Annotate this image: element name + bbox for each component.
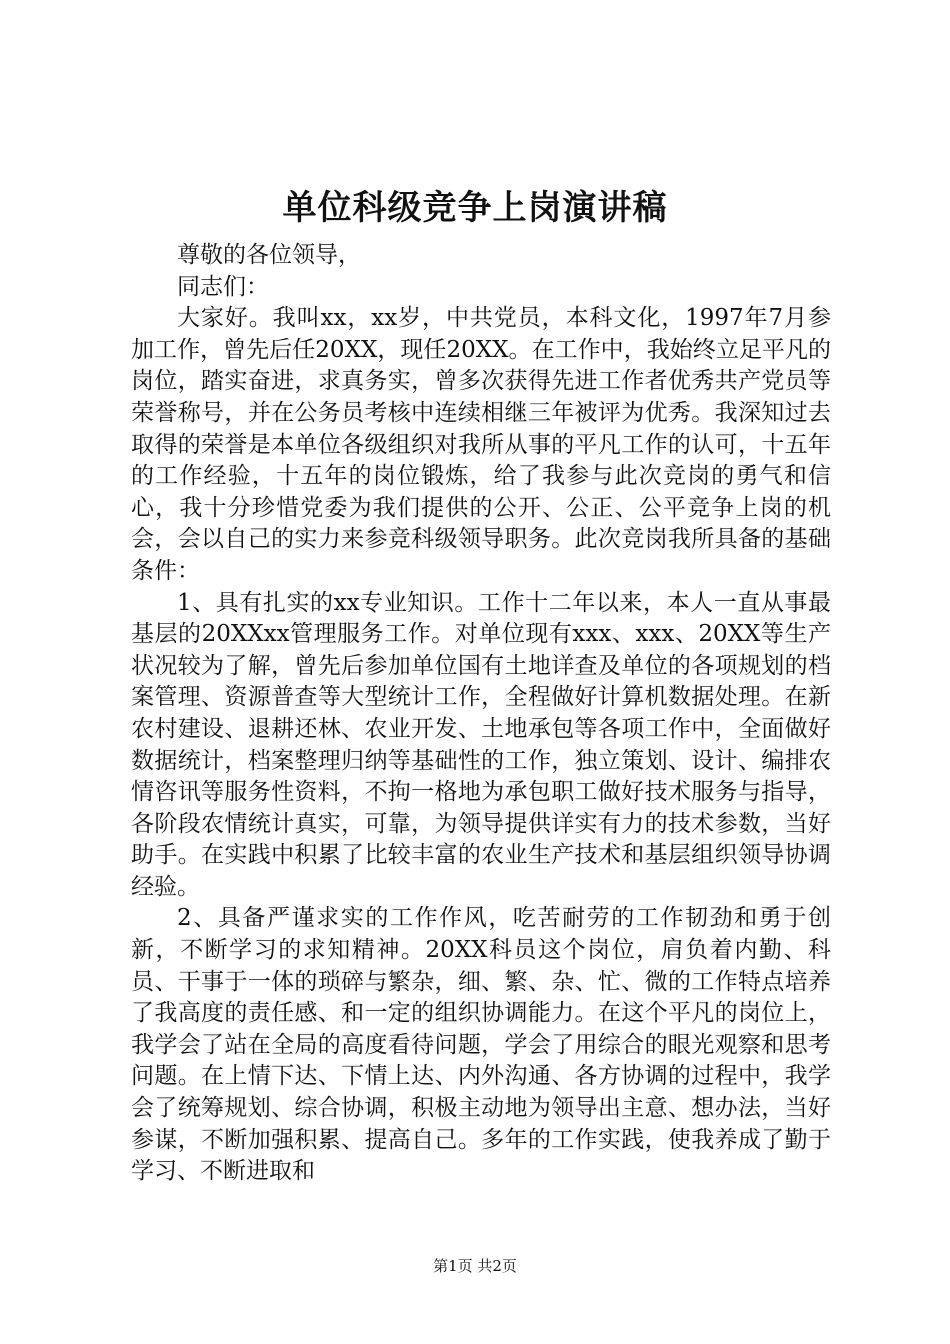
salutation-line: 尊敬的各位领导，	[177, 242, 361, 268]
salutation-line: 同志们：	[177, 273, 269, 300]
body-paragraph: 1、具有扎实的xx专业知识。工作十二年以来，本人一直从事最基层的20XXxx管理服务工作。对单位现有xxx、xxx、20XX等生产状况较为了解，曾先后参加单位国有土地详查及单位的各项规划的档案管理、资源普查等大型统计工作，全程做好计算机数据处理。在新农村建设、退耕还林、农业开发、土地承包等各项工作中，全面做好数据统计，档案整理归纳等基础性的工作，独立策划、设计、编排农情咨讯等服务性资料，不拘一格地为承包职工做好技术服务与指导，各阶段农情统计真实，可靠，为领导提供详实有力的技术参数，当好助手。在实践中积累了比较丰富的农业生产技术和基层组织领导协调经验。	[131, 589, 831, 900]
body-paragraph: 2、具备严谨求实的工作作风，吃苦耐劳的工作韧劲和勇于创新，不断学习的求知精神。20XX科员这个岗位，肩负着内勤、科员、干事于一体的琐碎与繁杂，细、繁、杂、忙、微的工作特点培养了我高度的责任感、和一定的组织协调能力。在这个平凡的岗位上，我学会了站在全局的高度看待问题，学会了用综合的眼光观察和思考问题。在上情下达、下情上达、内外沟通、各方协调的过程中，我学会了统筹规划、综合协调，积极主动地为领导出主意、想办法，当好参谋，不断加强积累、提高自己。多年的工作实践，使我养成了勤于学习、不断进取和	[131, 905, 831, 1185]
body-paragraph: 大家好。我叫xx，xx岁，中共党员，本科文化，1997年7月参加工作，曾先后任20XX，现任20XX。在工作中，我始终立足平凡的岗位，踏实奋进，求真务实，曾多次获得先进工作者优秀共产党员等荣誉称号，并在公务员考核中连续相继三年被评为优秀。我深知过去取得的荣誉是本单位各级组织对我所从事的平凡工作的认可，十五年的工作经验，十五年的岗位锻炼，给了我参与此次竞岗的勇气和信心，我十分珍惜党委为我们提供的公开、公正、公平竞争上岗的机会，会以自己的实力来参竞科级领导职务。此次竞岗我所具备的基础条件：	[131, 305, 831, 584]
document-title: 单位科级竞争上岗演讲稿	[282, 188, 668, 228]
document-body	[131, 240, 831, 1188]
page-number-footer: 第1页 共2页	[433, 1257, 517, 1275]
